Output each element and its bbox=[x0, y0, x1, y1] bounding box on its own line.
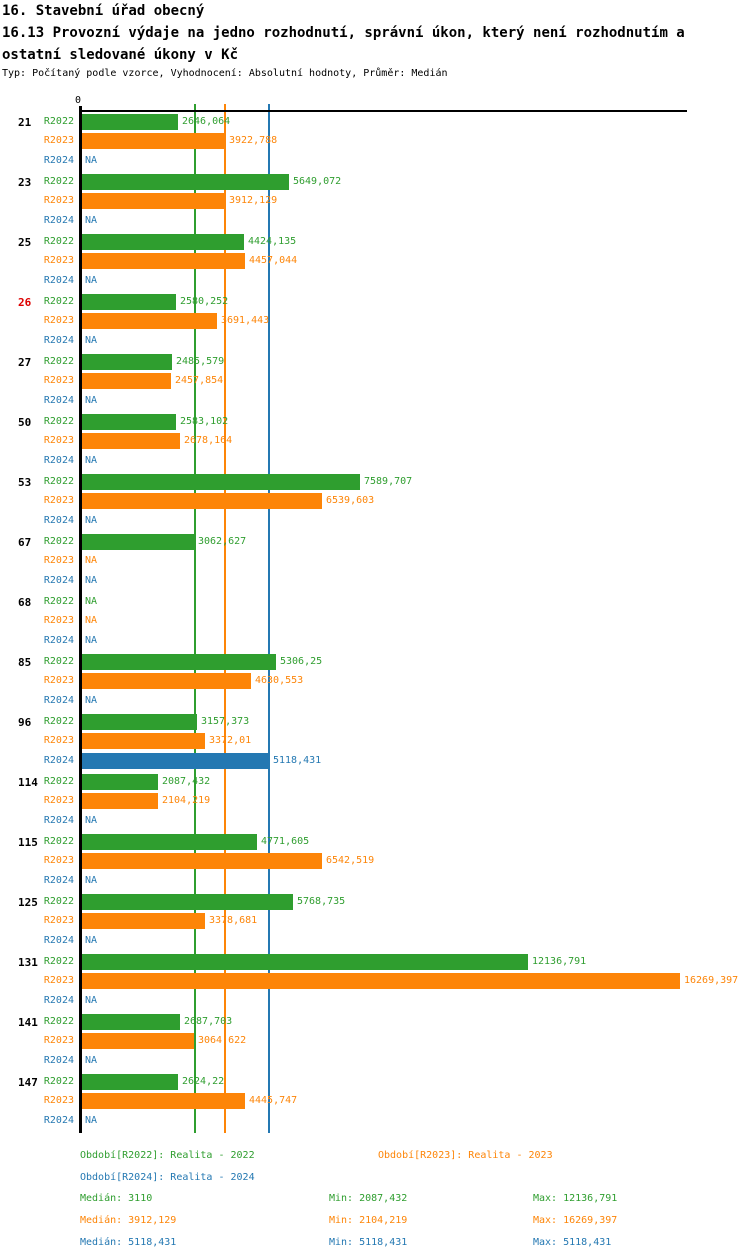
bar-r2022 bbox=[81, 174, 289, 190]
series-label-r2024: R2024 bbox=[43, 575, 74, 586]
na-label: NA bbox=[85, 635, 98, 646]
series-label-r2023: R2023 bbox=[43, 735, 74, 746]
value-label: 3691,443 bbox=[221, 315, 270, 326]
bar-r2022 bbox=[81, 1074, 178, 1090]
value-label: 2087,432 bbox=[162, 776, 211, 787]
bar-r2022 bbox=[81, 894, 293, 910]
series-label-r2022: R2022 bbox=[43, 236, 74, 247]
value-label: 6539,603 bbox=[326, 495, 375, 506]
category-label: 50 bbox=[18, 416, 32, 429]
series-label-r2022: R2022 bbox=[43, 536, 74, 547]
bar-r2022 bbox=[81, 534, 194, 550]
bar-r2022 bbox=[81, 654, 276, 670]
na-label: NA bbox=[85, 596, 98, 607]
x-axis-line bbox=[80, 110, 687, 112]
bar-r2024 bbox=[81, 753, 269, 769]
value-label: 12136,791 bbox=[532, 956, 587, 967]
legend-item-r2022: Období[R2022]: Realita - 2022 bbox=[80, 1150, 255, 1161]
value-label: 3372,01 bbox=[209, 735, 252, 746]
stat-min-r2024: Min: 5118,431 bbox=[329, 1237, 408, 1248]
bar-r2022 bbox=[81, 834, 257, 850]
na-label: NA bbox=[85, 455, 98, 466]
category-label: 96 bbox=[18, 716, 32, 729]
na-label: NA bbox=[85, 155, 98, 166]
value-label: 2624,22 bbox=[182, 1076, 225, 1087]
series-label-r2023: R2023 bbox=[43, 1095, 74, 1106]
category-label: 27 bbox=[18, 356, 32, 369]
bar-r2023 bbox=[81, 253, 245, 269]
value-label: 5768,735 bbox=[297, 896, 346, 907]
series-label-r2024: R2024 bbox=[43, 755, 74, 766]
na-label: NA bbox=[85, 555, 98, 566]
stat-min-r2022: Min: 2087,432 bbox=[329, 1193, 408, 1204]
na-label: NA bbox=[85, 1055, 98, 1066]
bar-r2022 bbox=[81, 294, 176, 310]
value-label: 7589,707 bbox=[364, 476, 413, 487]
value-label: 2687,703 bbox=[184, 1016, 233, 1027]
bar-r2022 bbox=[81, 234, 244, 250]
na-label: NA bbox=[85, 935, 98, 946]
stat-median-r2023: Medián: 3912,129 bbox=[80, 1215, 177, 1226]
series-label-r2022: R2022 bbox=[43, 176, 74, 187]
series-label-r2024: R2024 bbox=[43, 275, 74, 286]
bar-r2022 bbox=[81, 954, 528, 970]
series-label-r2022: R2022 bbox=[43, 836, 74, 847]
series-label-r2023: R2023 bbox=[43, 255, 74, 266]
category-label: 131 bbox=[18, 956, 38, 969]
series-label-r2023: R2023 bbox=[43, 975, 74, 986]
bar-r2022 bbox=[81, 114, 178, 130]
legend-item-r2024: Období[R2024]: Realita - 2024 bbox=[80, 1172, 255, 1183]
series-label-r2022: R2022 bbox=[43, 1016, 74, 1027]
category-label: 68 bbox=[18, 596, 32, 609]
category-label: 67 bbox=[18, 536, 32, 549]
category-label: 23 bbox=[18, 176, 32, 189]
value-label: 3064,622 bbox=[198, 1035, 247, 1046]
bar-r2023 bbox=[81, 133, 225, 149]
bar-r2023 bbox=[81, 913, 205, 929]
na-label: NA bbox=[85, 875, 98, 886]
value-label: 3157,373 bbox=[201, 716, 250, 727]
series-label-r2023: R2023 bbox=[43, 675, 74, 686]
stat-min-r2023: Min: 2104,219 bbox=[329, 1215, 408, 1226]
series-label-r2022: R2022 bbox=[43, 596, 74, 607]
value-label: 4630,553 bbox=[255, 675, 304, 686]
bar-r2022 bbox=[81, 474, 360, 490]
series-label-r2022: R2022 bbox=[43, 896, 74, 907]
series-label-r2023: R2023 bbox=[43, 495, 74, 506]
na-label: NA bbox=[85, 575, 98, 586]
series-label-r2022: R2022 bbox=[43, 416, 74, 427]
series-label-r2024: R2024 bbox=[43, 995, 74, 1006]
y-axis-line bbox=[79, 106, 82, 1133]
chart-subtitle: 16.13 Provozní výdaje na jedno rozhodnutí, správní úkon, který není rozhodnutím a bbox=[2, 25, 685, 41]
bar-r2022 bbox=[81, 1014, 180, 1030]
series-label-r2022: R2022 bbox=[43, 476, 74, 487]
series-label-r2022: R2022 bbox=[43, 656, 74, 667]
series-label-r2023: R2023 bbox=[43, 315, 74, 326]
series-label-r2024: R2024 bbox=[43, 455, 74, 466]
value-label: 3922,788 bbox=[229, 135, 278, 146]
bar-r2023 bbox=[81, 313, 217, 329]
series-label-r2024: R2024 bbox=[43, 1055, 74, 1066]
bar-r2023 bbox=[81, 1033, 194, 1049]
series-label-r2022: R2022 bbox=[43, 1076, 74, 1087]
series-label-r2024: R2024 bbox=[43, 695, 74, 706]
value-label: 2104,219 bbox=[162, 795, 211, 806]
series-label-r2022: R2022 bbox=[43, 716, 74, 727]
bar-r2023 bbox=[81, 673, 251, 689]
series-label-r2023: R2023 bbox=[43, 375, 74, 386]
value-label: 5118,431 bbox=[273, 755, 322, 766]
series-label-r2024: R2024 bbox=[43, 875, 74, 886]
bar-r2022 bbox=[81, 714, 197, 730]
chart-meta: Typ: Počítaný podle vzorce, Vyhodnocení: Absolutní hodnoty, Průměr: Medián bbox=[2, 68, 448, 79]
series-label-r2023: R2023 bbox=[43, 435, 74, 446]
category-label: 114 bbox=[18, 776, 38, 789]
series-label-r2024: R2024 bbox=[43, 395, 74, 406]
bar-r2023 bbox=[81, 1093, 245, 1109]
value-label: 4771,605 bbox=[261, 836, 310, 847]
bar-r2023 bbox=[81, 193, 225, 209]
series-label-r2024: R2024 bbox=[43, 155, 74, 166]
bar-r2023 bbox=[81, 433, 180, 449]
category-label: 115 bbox=[18, 836, 38, 849]
na-label: NA bbox=[85, 695, 98, 706]
series-label-r2024: R2024 bbox=[43, 815, 74, 826]
category-label: 147 bbox=[18, 1076, 38, 1089]
na-label: NA bbox=[85, 1115, 98, 1126]
series-label-r2024: R2024 bbox=[43, 635, 74, 646]
na-label: NA bbox=[85, 995, 98, 1006]
value-label: 5306,25 bbox=[280, 656, 323, 667]
na-label: NA bbox=[85, 815, 98, 826]
bar-r2023 bbox=[81, 973, 680, 989]
category-label: 53 bbox=[18, 476, 32, 489]
series-label-r2022: R2022 bbox=[43, 116, 74, 127]
na-label: NA bbox=[85, 515, 98, 526]
category-label: 141 bbox=[18, 1016, 38, 1029]
na-label: NA bbox=[85, 615, 98, 626]
bar-r2022 bbox=[81, 414, 176, 430]
bar-r2023 bbox=[81, 733, 205, 749]
series-label-r2023: R2023 bbox=[43, 195, 74, 206]
stat-median-r2024: Medián: 5118,431 bbox=[80, 1237, 177, 1248]
value-label: 3062,627 bbox=[198, 536, 247, 547]
value-label: 2485,579 bbox=[176, 356, 225, 367]
bar-r2023 bbox=[81, 493, 322, 509]
bar-r2023 bbox=[81, 853, 322, 869]
value-label: 16269,397 bbox=[684, 975, 739, 986]
category-label: 25 bbox=[18, 236, 32, 249]
series-label-r2023: R2023 bbox=[43, 1035, 74, 1046]
stat-max-r2022: Max: 12136,791 bbox=[533, 1193, 618, 1204]
series-label-r2024: R2024 bbox=[43, 515, 74, 526]
series-label-r2024: R2024 bbox=[43, 1115, 74, 1126]
stat-max-r2023: Max: 16269,397 bbox=[533, 1215, 618, 1226]
value-label: 2457,854 bbox=[175, 375, 224, 386]
series-label-r2023: R2023 bbox=[43, 795, 74, 806]
bar-r2023 bbox=[81, 793, 158, 809]
value-label: 3378,681 bbox=[209, 915, 258, 926]
chart-title: 16. Stavební úřad obecný bbox=[2, 3, 205, 19]
series-label-r2023: R2023 bbox=[43, 135, 74, 146]
value-label: 4457,044 bbox=[249, 255, 298, 266]
value-label: 3912,129 bbox=[229, 195, 278, 206]
bar-r2022 bbox=[81, 774, 158, 790]
series-label-r2024: R2024 bbox=[43, 215, 74, 226]
category-label: 21 bbox=[18, 116, 32, 129]
na-label: NA bbox=[85, 275, 98, 286]
series-label-r2024: R2024 bbox=[43, 335, 74, 346]
na-label: NA bbox=[85, 335, 98, 346]
value-label: 2678,164 bbox=[184, 435, 233, 446]
series-label-r2022: R2022 bbox=[43, 956, 74, 967]
value-label: 4445,747 bbox=[249, 1095, 298, 1106]
series-label-r2022: R2022 bbox=[43, 356, 74, 367]
series-label-r2023: R2023 bbox=[43, 855, 74, 866]
value-label: 6542,519 bbox=[326, 855, 375, 866]
na-label: NA bbox=[85, 395, 98, 406]
series-label-r2022: R2022 bbox=[43, 776, 74, 787]
value-label: 2580,252 bbox=[180, 296, 229, 307]
x-axis-zero-tick-label: 0 bbox=[75, 95, 82, 106]
chart-subtitle-line2: ostatní sledované úkony v Kč bbox=[2, 47, 239, 63]
series-label-r2023: R2023 bbox=[43, 555, 74, 566]
series-label-r2023: R2023 bbox=[43, 615, 74, 626]
bar-r2023 bbox=[81, 373, 171, 389]
series-label-r2024: R2024 bbox=[43, 935, 74, 946]
series-label-r2023: R2023 bbox=[43, 915, 74, 926]
category-label: 26 bbox=[18, 296, 32, 309]
series-label-r2022: R2022 bbox=[43, 296, 74, 307]
legend-item-r2023: Období[R2023]: Realita - 2023 bbox=[378, 1150, 553, 1161]
category-label: 85 bbox=[18, 656, 32, 669]
stat-max-r2024: Max: 5118,431 bbox=[533, 1237, 612, 1248]
value-label: 5649,072 bbox=[293, 176, 342, 187]
value-label: 2646,064 bbox=[182, 116, 231, 127]
category-label: 125 bbox=[18, 896, 38, 909]
na-label: NA bbox=[85, 215, 98, 226]
stat-median-r2022: Medián: 3110 bbox=[80, 1193, 153, 1204]
bar-r2022 bbox=[81, 354, 172, 370]
value-label: 2583,102 bbox=[180, 416, 229, 427]
value-label: 4424,135 bbox=[248, 236, 297, 247]
